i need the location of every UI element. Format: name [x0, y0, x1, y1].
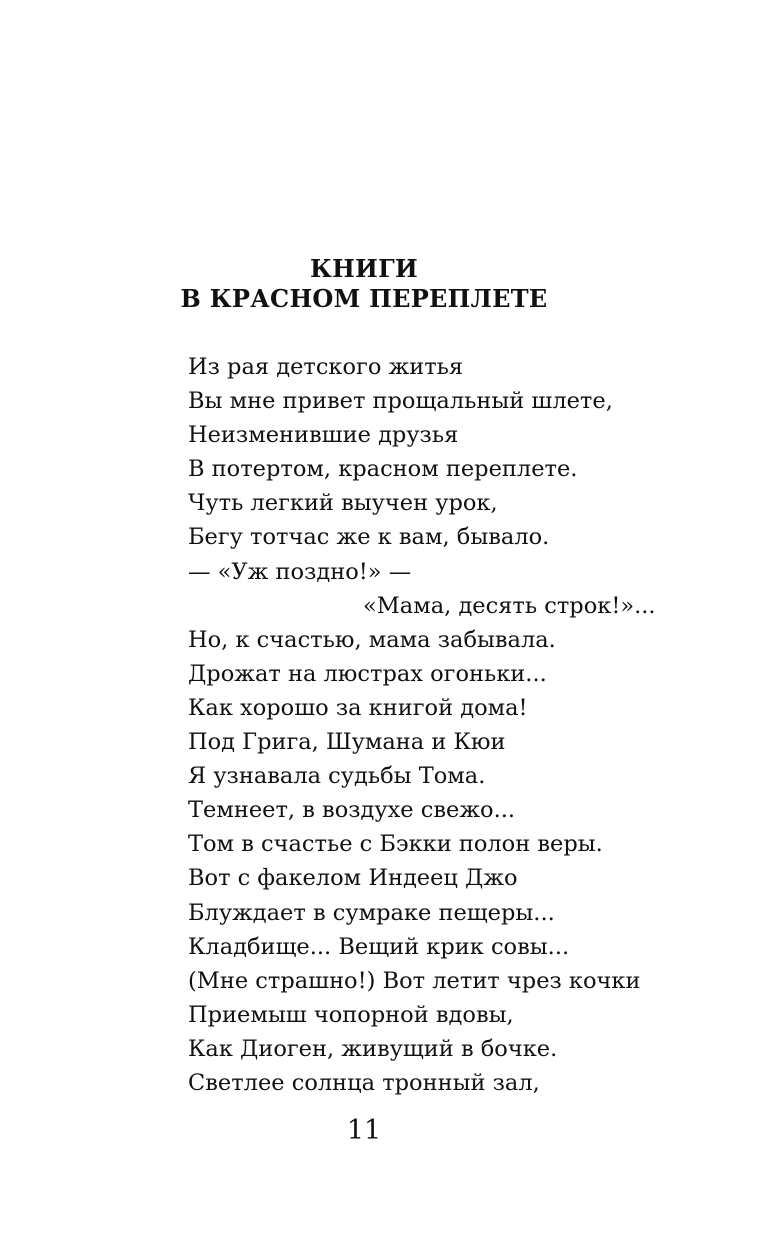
poem-line: Но, к счастью, мама забывала.	[188, 626, 556, 653]
poem-title-line-2: В КРАСНОМ ПЕРЕПЛЕТЕ	[180, 284, 548, 313]
poem-body	[188, 350, 728, 1100]
poem-line: Чуть легкий выучен урок,	[188, 490, 498, 517]
poem-line: Из рая детского житья	[188, 354, 464, 380]
poem-line-indented: «Мама, десять строк!»...	[363, 592, 656, 619]
poem-line: Блуждает в сумраке пещеры...	[188, 899, 555, 926]
poem-line: Неизменившие друзья	[188, 422, 459, 449]
poem-line: — «Уж поздно!» —	[188, 558, 412, 585]
poem-line: Я узнавала судьбы Тома.	[188, 763, 486, 790]
poem-line: Приемыш чопорной вдовы,	[188, 1001, 514, 1028]
page-number: 11	[346, 1115, 382, 1146]
poem-line: (Мне страшно!) Вот летит чрез кочки	[188, 967, 641, 994]
poem-line: Темнеет, в воздухе свежо...	[188, 797, 516, 824]
poem-line: Вот с факелом Индеец Джо	[188, 865, 518, 892]
poem-line: Дрожат на люстрах огоньки...	[188, 660, 547, 687]
poem-line: Бегу тотчас же к вам, бывало.	[188, 524, 550, 551]
poem-line: Вы мне привет прощальный шлете,	[188, 388, 613, 415]
poem-line: Светлее солнца тронный зал,	[188, 1069, 540, 1096]
poem-line: Под Грига, Шумана и Кюи	[188, 729, 506, 756]
poem-line: Как хорошо за книгой дома!	[188, 694, 528, 721]
poem-line: Кладбище... Вещий крик совы...	[188, 933, 570, 960]
poem-title	[0, 254, 728, 314]
poem-title-line-1: КНИГИ	[310, 254, 418, 283]
poem-line: В потертом, красном переплете.	[188, 456, 578, 483]
poem-line: Как Диоген, живущий в бочке.	[188, 1035, 558, 1062]
poem-line: Том в счастье с Бэкки полон веры.	[188, 831, 603, 858]
